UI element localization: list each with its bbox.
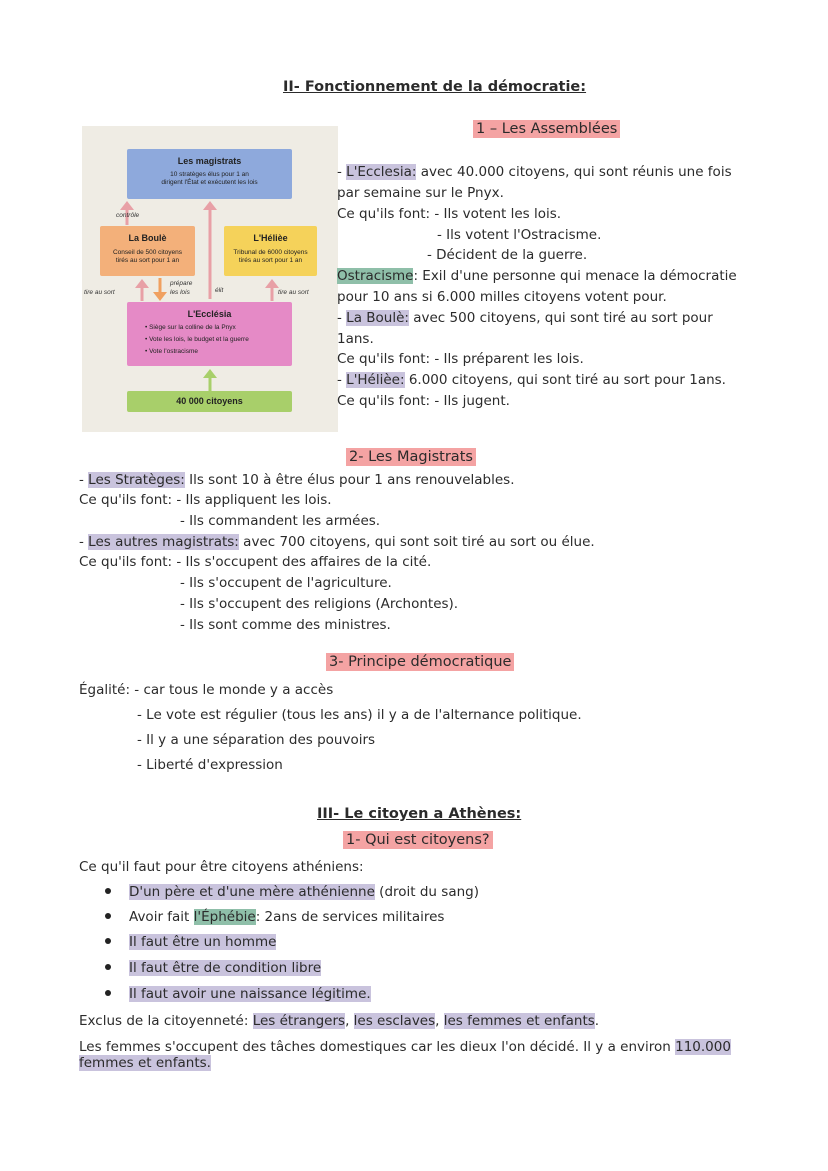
citoyens-label: 40 000 citoyens: [176, 396, 243, 406]
bullet: [105, 938, 111, 944]
heliee-line1: Tribunal de 6000 citoyens: [233, 249, 308, 256]
box-heliee: [224, 226, 317, 276]
text-fragment: avec 500 citoyens, qui sont tiré au sort pour: [408, 310, 713, 326]
text-fragment: -: [337, 310, 347, 326]
label-prepare: prépare: [170, 280, 193, 287]
boule-title: La Boulè: [128, 233, 167, 243]
text-fragment: -: [337, 372, 347, 388]
term-ephebie: l'Éphébie: [193, 909, 256, 925]
text-fragment: ,: [345, 1013, 354, 1029]
condition-homme: Il faut être un homme: [129, 934, 277, 950]
text-line: - Décident de la guerre.: [427, 247, 588, 263]
section-title-ii: II- Fonctionnement de la démocratie:: [283, 79, 587, 95]
term-strateges: Les Stratèges:: [88, 472, 185, 488]
ecclesia-item: • Vote l'ostracisme: [145, 348, 199, 355]
ecclesia-item: • Vote les lois, le budget et la guerre: [145, 336, 249, 343]
text-fragment: ,: [435, 1013, 444, 1029]
text-fragment: (droit du sang): [374, 884, 479, 900]
text-line: - Ils s'occupent de l'agriculture.: [180, 575, 392, 591]
magistrats-line2: dirigent l'État et exécutent les lois: [161, 179, 258, 186]
subtitle-qui-est-citoyen: 1- Qui est citoyens?: [343, 831, 493, 849]
text-line: Ce qu'ils font: - Ils appliquent les lois.: [79, 492, 332, 508]
ecclesia-item: • Siège sur la colline de la Pnyx: [145, 324, 236, 331]
label-les-lois: les lois: [170, 289, 190, 296]
text-line: [79, 471, 515, 489]
condition-naissance: Il faut avoir une naissance légitime.: [129, 986, 371, 1002]
excluded-femmes-enfants: les femmes et enfants: [443, 1013, 595, 1029]
box-magistrats: [127, 149, 292, 199]
bullet: [105, 990, 111, 996]
magistrats-title: Les magistrats: [177, 156, 242, 166]
text-fragment: -: [79, 472, 89, 488]
boule-line2: tirés au sort pour 1 an: [115, 257, 180, 264]
text-line: - Le vote est régulier (tous les ans) il y a de l'alternance politique.: [137, 707, 582, 723]
bullet: [105, 964, 111, 970]
label-tire-au-sort-1: tire au sort: [84, 289, 115, 296]
text-line: [79, 1054, 211, 1072]
text-line: pour 10 ans si 6.000 milles citoyens votent pour.: [337, 289, 667, 305]
condition-parents: D'un père et d'une mère athénienne: [129, 884, 375, 900]
bullet: [105, 913, 111, 919]
boule-line1: Conseil de 500 citoyens: [112, 249, 182, 256]
section-title-iii: III- Le citoyen a Athènes:: [317, 806, 522, 822]
femmes-enfants-highlight: femmes et enfants.: [79, 1055, 211, 1071]
heliee-line2: tirés au sort pour 1 an: [238, 257, 303, 264]
text-line: - Ils sont comme des ministres.: [180, 617, 391, 633]
text-fragment: : Exil d'une personne qui menace la démocratie: [413, 268, 737, 284]
text-line: Égalité: - car tous le monde y a accès: [79, 682, 334, 698]
excluded-esclaves: les esclaves: [353, 1013, 436, 1029]
text-line: - Liberté d'expression: [137, 757, 283, 773]
text-line: par semaine sur le Pnyx.: [337, 185, 504, 201]
text-fragment: Les femmes s'occupent des tâches domestiques car les dieux l'on décidé. Il y a environ: [79, 1039, 676, 1055]
text-line: [79, 1012, 599, 1030]
subtitle-assemblees: 1 – Les Assemblées: [473, 120, 620, 138]
text-line: [337, 309, 713, 327]
text-line: - Ils votent l'Ostracisme.: [437, 227, 602, 243]
text-fragment: -: [79, 534, 89, 550]
text-fragment: avec 40.000 citoyens, qui sont réunis une fois: [416, 164, 732, 180]
condition-libre: Il faut être de condition libre: [129, 960, 322, 976]
term-ostracisme: Ostracisme: [337, 268, 414, 284]
text-fragment: avec 700 citoyens, qui sont soit tiré au sort ou élue.: [238, 534, 595, 550]
text-line: [337, 267, 737, 285]
text-line: [337, 371, 726, 389]
text-line: Ce qu'ils font: - Ils votent les lois.: [337, 206, 562, 222]
term-autres-magistrats: Les autres magistrats:: [88, 534, 239, 550]
list-item: [129, 883, 479, 901]
text-fragment: Exclus de la citoyenneté:: [79, 1013, 253, 1029]
label-tire-au-sort-2: tire au sort: [278, 289, 309, 296]
list-item: [129, 908, 444, 926]
text-line: [337, 163, 732, 181]
text-fragment: 6.000 citoyens, qui sont tiré au sort pour 1ans.: [404, 372, 726, 388]
box-ecclesia: [127, 302, 292, 366]
list-item: [129, 985, 371, 1003]
text-line: Ce qu'ils font: - Ils s'occupent des affaires de la cité.: [79, 554, 432, 570]
term-ecclesia: L'Ecclesia:: [346, 164, 417, 180]
list-item: [129, 933, 276, 951]
label-elit: élit: [215, 287, 224, 294]
text-line: [79, 533, 595, 551]
text-fragment: : 2ans de services militaires: [255, 909, 445, 925]
term-boule: La Boulè:: [346, 310, 409, 326]
text-line: - Ils commandent les armées.: [180, 513, 381, 529]
subtitle-principe: 3- Principe démocratique: [326, 653, 514, 671]
institutions-diagram: [82, 126, 338, 432]
ecclesia-title: L'Ecclésia: [187, 309, 232, 319]
text-line: Ce qu'ils font: - Ils jugent.: [337, 393, 510, 409]
count-110000: 110.000: [675, 1039, 731, 1055]
bullet: [105, 888, 111, 894]
text-fragment: .: [594, 1013, 600, 1029]
heliee-title: L'Hélièe: [253, 233, 288, 243]
text-line: - Ils s'occupent des religions (Archontes).: [180, 596, 459, 612]
text-fragment: Avoir fait: [129, 909, 194, 925]
text-fragment: -: [337, 164, 347, 180]
subtitle-magistrats: 2- Les Magistrats: [346, 448, 476, 466]
label-controle: contrôle: [116, 212, 140, 219]
box-boule: [100, 226, 195, 276]
excluded-etrangers: Les étrangers: [252, 1013, 346, 1029]
text-fragment: Ils sont 10 à être élus pour 1 ans renouvelables.: [184, 472, 515, 488]
term-heliee: L'Hélièe:: [346, 372, 405, 388]
list-item: [129, 959, 321, 977]
box-citoyens: [127, 391, 292, 412]
text-line: - Il y a une séparation des pouvoirs: [137, 732, 376, 748]
text-line: Ce qu'il faut pour être citoyens athéniens:: [79, 859, 364, 875]
magistrats-line1: 10 stratèges élus pour 1 an: [170, 171, 249, 178]
text-line: Ce qu'ils font: - Ils préparent les lois.: [337, 351, 584, 367]
text-line: 1ans.: [337, 331, 374, 347]
